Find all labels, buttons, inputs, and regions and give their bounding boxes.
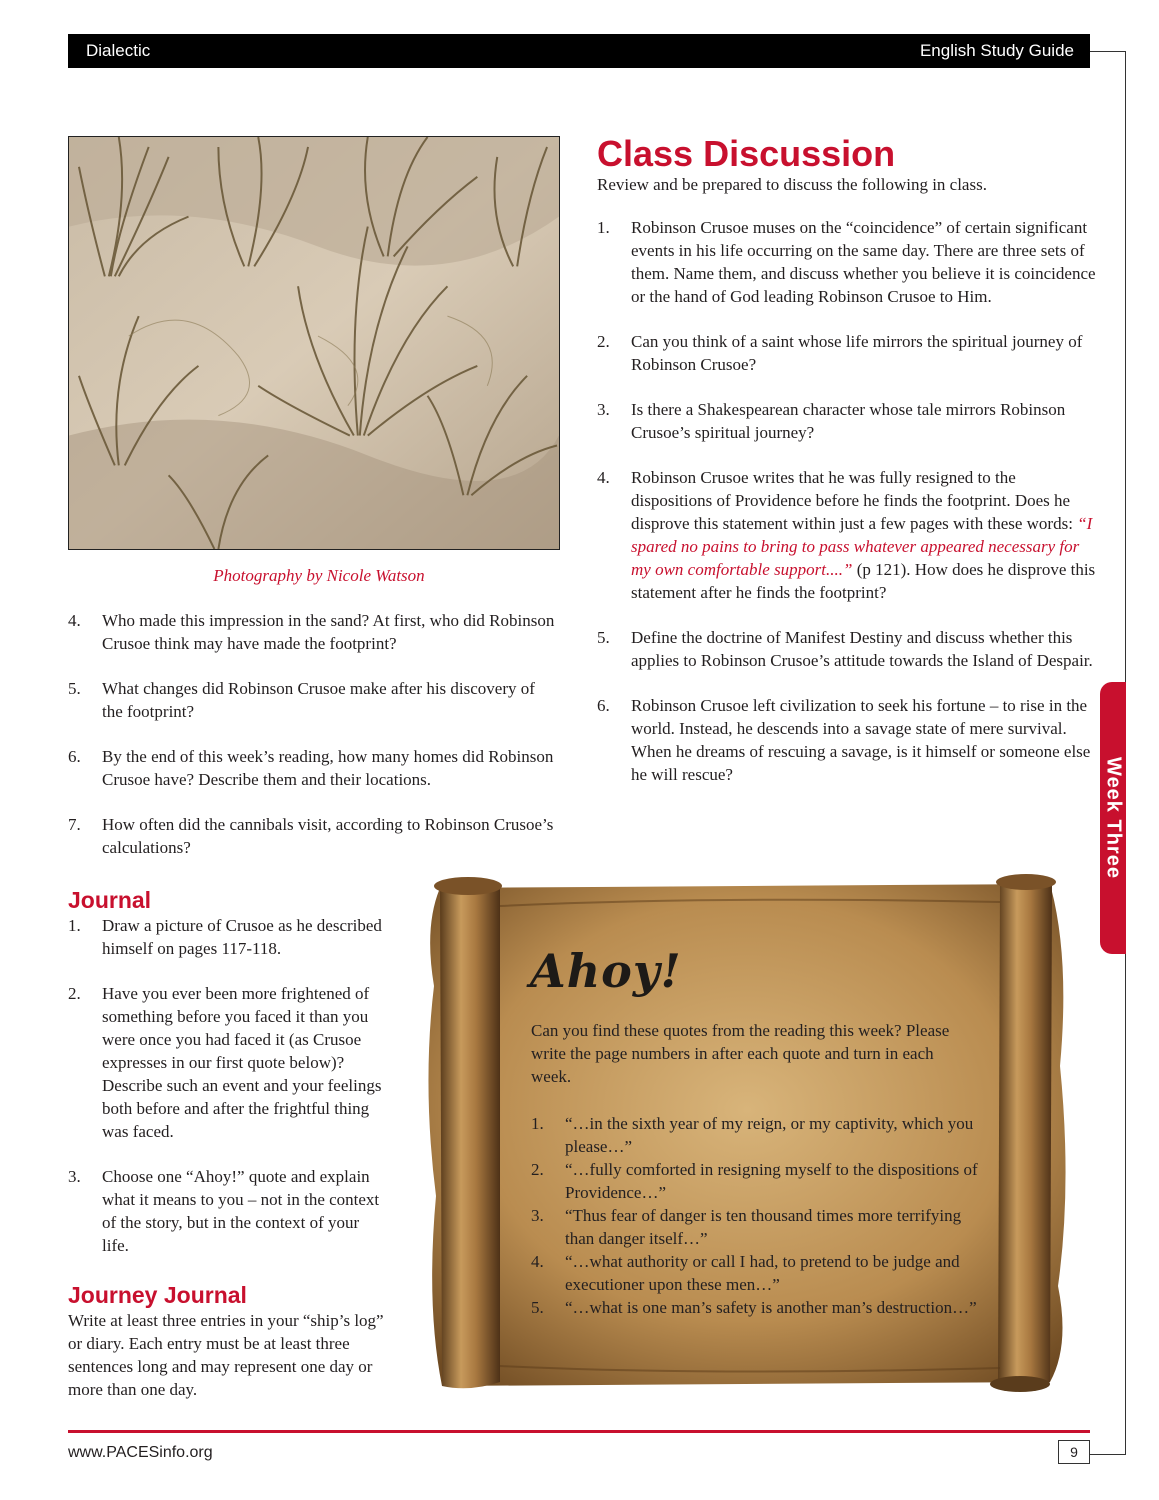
website-link[interactable]: www.PACESinfo.org [68,1444,213,1461]
class-discussion-intro: Review and be prepared to discuss the following in class. [597,175,987,194]
list-item [68,609,558,655]
item-number: 6. [68,747,81,766]
item-number: 2. [597,332,610,351]
list-item [68,745,558,791]
item-number: 2. [531,1160,544,1179]
week-tab [1100,682,1126,954]
item-number: 4. [531,1252,544,1271]
discussion-question-list [597,216,1097,808]
item-text: Is there a Shakespearean character whose tale mirrors Robinson Crusoe’s spiritual journey? [631,400,1066,442]
item-text: Who made this impression in the sand? At first, who did Robinson Crusoe think may have made the footprint? [102,611,555,653]
page-number: 9 [1058,1440,1090,1464]
item-number: 3. [597,400,610,419]
journal-heading: Journal [68,887,152,913]
photo-caption: Photography by Nicole Watson [213,566,425,585]
class-discussion-heading: Class Discussion [597,133,896,174]
item-number: 5. [68,679,81,698]
item-number: 7. [68,815,81,834]
week-tab-label: Week Three [1102,757,1125,879]
item-number: 4. [68,611,81,630]
item-text: “…fully comforted in resigning myself to the dispositions of Providence…” [565,1160,978,1202]
item-text: By the end of this week’s reading, how many homes did Robinson Crusoe have? Describe them and their locations. [102,747,554,789]
list-item [597,626,1097,672]
item-number: 1. [531,1114,544,1133]
list-item [597,466,1097,604]
item-text: Define the doctrine of Manifest Destiny and discuss whether this applies to Robinson Crusoe’s attitude towards the Island of Despair. [631,628,1093,670]
item-text: Robinson Crusoe muses on the “coincidence” of certain significant events in his life occurring on the same day. There are three sets of them. Name them, and discuss whether you believe it is coincidence or the hand of God leading Robinson Crusoe to Him. [631,218,1096,306]
ahoy-scroll [410,866,1082,1406]
list-item [531,1158,991,1204]
item-number: 1. [597,218,610,237]
list-item [531,1204,991,1250]
item-text: “…what authority or call I had, to pretend to be judge and executioner upon these men…” [565,1252,960,1294]
list-item [597,398,1097,444]
dune-grass-illustration [69,137,559,549]
section-label: Dialectic [86,41,151,60]
list-item [68,914,390,960]
journal-list [68,914,390,1279]
guide-title: English Study Guide [919,41,1074,60]
item-text: (p 121). How does he disprove this statement after he finds the footprint? [631,560,1096,602]
list-item [68,982,390,1143]
list-item [531,1112,991,1158]
item-number: 6. [597,696,610,715]
item-text: How often did the cannibals visit, according to Robinson Crusoe’s calculations? [102,815,554,857]
item-text: Have you ever been more frightened of something before you faced it than you were once you had faced it (as Crusoe expresses in our first quote below)? Describe such an event and your feelings both before and after the frightful thing was faced. [102,984,382,1141]
item-text: “Thus fear of danger is ten thousand times more terrifying than danger itself…” [565,1206,962,1248]
item-text: Robinson Crusoe writes that he was fully resigned to the dispositions of Providence before he finds the footprint. Does he disprove this statement within just a few pages with these words: [631,468,1078,533]
list-item [68,677,558,723]
dune-grass-photo [68,136,560,550]
footer-rule [68,1430,1090,1433]
item-number: 5. [597,628,610,647]
ahoy-intro: Can you find these quotes from the reading this week? Please write the page numbers in after each quote and turn in each week. [531,1021,950,1086]
item-text: “…in the sixth year of my reign, or my captivity, which you please…” [565,1114,974,1156]
ahoy-quote-list [531,1112,991,1319]
item-number: 1. [68,916,81,935]
left-question-list [68,609,558,881]
item-number: 5. [531,1298,544,1317]
list-item [597,216,1097,308]
journey-journal-text: Write at least three entries in your “ship’s log” or diary. Each entry must be at least three sentences long and may represent one day or more than one day. [68,1311,384,1399]
item-text: Choose one “Ahoy!” quote and explain what it means to you – not in the context of the story, but in the context of your life. [102,1167,380,1255]
list-item [597,694,1097,786]
item-number: 3. [68,1167,81,1186]
item-text: Draw a picture of Crusoe as he described himself on pages 117-118. [102,916,382,958]
ahoy-heading: Ahoy! [530,944,682,998]
item-number: 3. [531,1206,544,1225]
item-text: Can you think of a saint whose life mirrors the spiritual journey of Robinson Crusoe? [631,332,1083,374]
journey-journal-heading: Journey Journal [68,1282,247,1308]
item-text: What changes did Robinson Crusoe make after his discovery of the footprint? [102,679,535,721]
list-item [68,813,558,859]
header-bar [68,34,1090,68]
list-item [68,1165,390,1257]
list-item [531,1296,991,1319]
item-number: 2. [68,984,81,1003]
item-text: “…what is one man’s safety is another man’s destruction…” [565,1298,977,1317]
book-quote: “I spared no pains to bring to pass whatever appeared necessary for my own comfortable support....” [631,514,1093,579]
item-number: 4. [597,468,610,487]
list-item [597,330,1097,376]
item-text: Robinson Crusoe left civilization to seek his fortune – to rise in the world. Instead, he descends into a savage state of mere survival. When he dreams of rescuing a savage, is it himself or someone else he will rescue? [631,696,1091,784]
list-item [531,1250,991,1296]
